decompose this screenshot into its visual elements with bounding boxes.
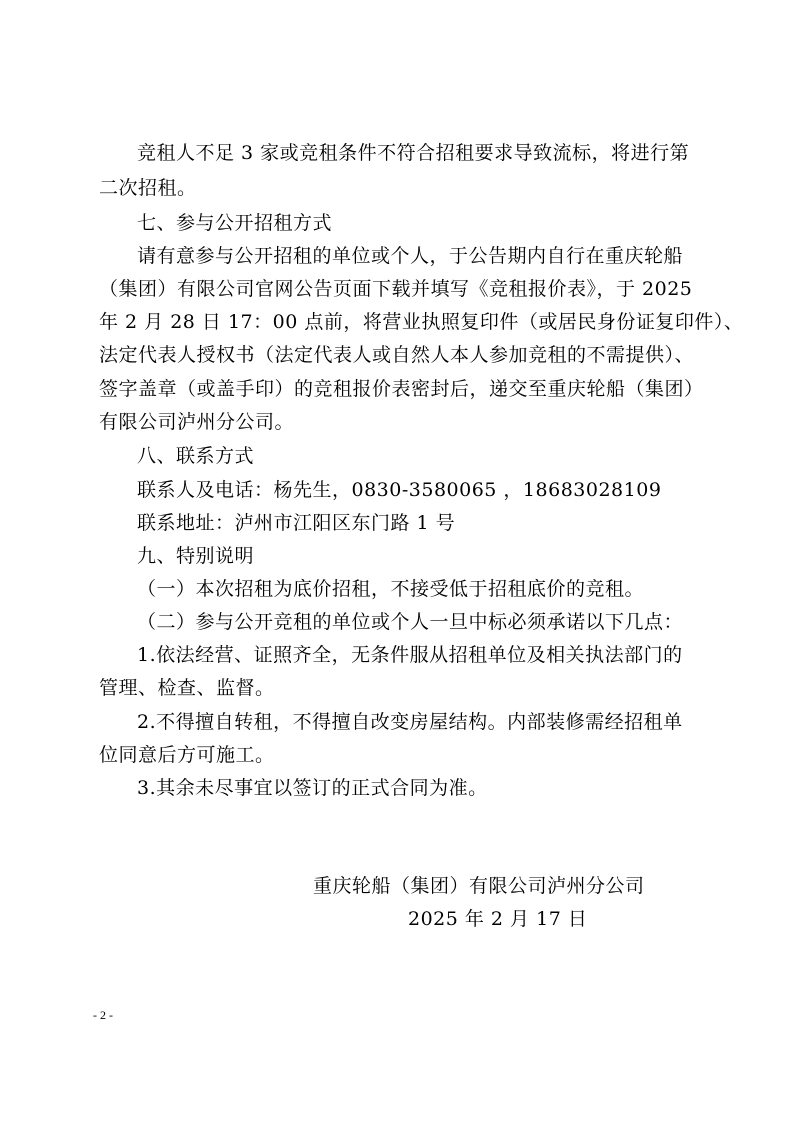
- body-line: 签字盖章（或盖手印）的竞租报价表密封后，递交至重庆轮船（集团）: [99, 378, 704, 400]
- section-heading: 八、联系方式: [137, 445, 255, 467]
- body-line: （二）参与公开竞租的单位或个人一旦中标必须承诺以下几点：: [137, 611, 684, 633]
- section-heading: 七、参与公开招租方式: [137, 212, 333, 234]
- body-line: 3.其余未尽事宜以签订的正式合同为准。: [137, 777, 488, 799]
- signature-organization: 重庆轮船（集团）有限公司泸州分公司: [313, 875, 645, 897]
- page-number: - 2 -: [93, 1008, 113, 1022]
- body-line: （一）本次招租为底价招租，不接受低于招租底价的竞租。: [137, 578, 645, 600]
- body-line: 请有意参与公开招租的单位或个人，于公告期内自行在重庆轮船: [137, 245, 684, 267]
- body-line: 有限公司泸州分公司。: [99, 411, 295, 433]
- body-line: 法定代表人授权书（法定代表人或自然人本人参加竞租的不需提供）、: [99, 344, 695, 366]
- body-line: 竞租人不足 3 家或竞租条件不符合招租要求导致流标，将进行第: [137, 142, 690, 164]
- body-line: 年 2 月 28 日 17：00 点前，将营业执照复印件（或居民身份证复印件）、: [99, 311, 744, 333]
- body-line: 位同意后方可施工。: [99, 744, 275, 766]
- contact-address: 联系地址：泸州市江阳区东门路 1 号: [137, 512, 456, 534]
- signature-date: 2025 年 2 月 17 日: [408, 908, 588, 930]
- body-line: 1.依法经营、证照齐全，无条件服从招租单位及相关执法部门的: [137, 644, 683, 666]
- section-heading: 九、特别说明: [137, 545, 255, 567]
- contact-phone: 联系人及电话：杨先生，0830-3580065 ，18683028109: [137, 479, 662, 501]
- body-line: 2.不得擅自转租，不得擅自改变房屋结构。内部装修需经招租单: [137, 711, 683, 733]
- body-line: 二次招租。: [99, 177, 197, 199]
- body-line: （集团）有限公司官网公告页面下载并填写《竞租报价表》，于 2025: [99, 278, 693, 300]
- body-line: 管理、检查、监督。: [99, 677, 275, 699]
